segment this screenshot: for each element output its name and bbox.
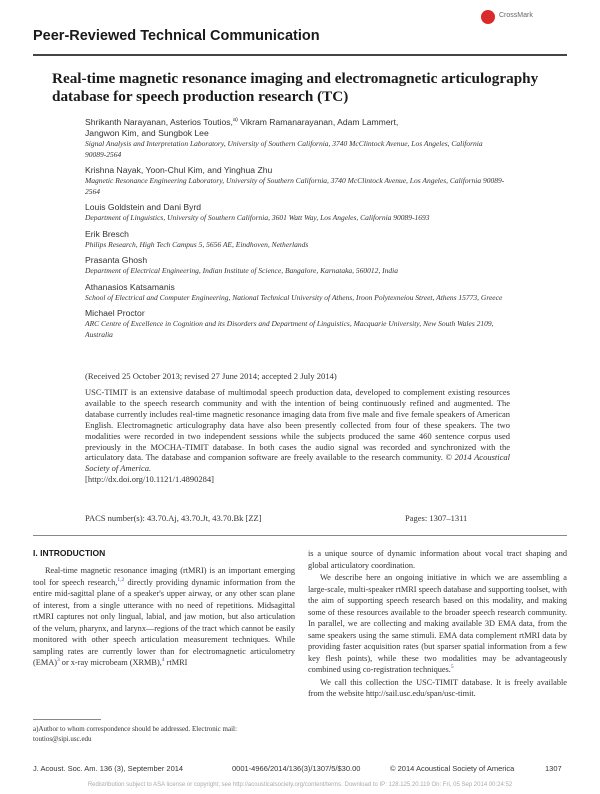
author-names: Krishna Nayak, Yoon-Chul Kim, and Yinghua Zhu xyxy=(85,165,273,175)
author-group xyxy=(85,202,505,224)
affiliation: Department of Linguistics, University of Southern California, 3601 Watt Way, Los Angeles, California 90089-1693 xyxy=(85,213,430,222)
author-names: Prasanta Ghosh xyxy=(85,255,148,265)
crossmark-logo[interactable] xyxy=(481,10,543,26)
author-names: Louis Goldstein and Dani Byrd xyxy=(85,202,202,212)
author-names: Erik Bresch xyxy=(85,228,129,239)
page-number: 1307 xyxy=(545,764,562,773)
footer-citation xyxy=(33,764,183,773)
paper-title: Real-time magnetic resonance imaging and electromagnetic articulography database for speech production research (TC) xyxy=(52,70,539,105)
footnote-rule xyxy=(33,719,101,720)
citation-link[interactable]: 5 xyxy=(450,664,454,671)
footer-copyright: © 2014 Acoustical Society of America xyxy=(390,764,515,773)
left-column xyxy=(33,548,295,670)
intro-paragraph: We describe here an ongoing initiative in which we are assembling a large-scale, multi-speaker rtMRI speech database and supporting toolset, with the aim of supporting speech research based on this modality, and making some of these resources available to the broader speech research community. In parallel, we are collecting and making available 3D EMA data, from the same speakers using the same stimuli. EMA data complement rtMRI data by providing faster acquisition rates (but sparser spatial information from a few key flesh points), while these two modalities may be advantageously combined using co-registration techniques.$^5$ xyxy=(308,573,567,674)
abstract xyxy=(85,387,510,485)
author-names: Shrikanth Narayanan, Asterios Toutios,$^{a)}$ Vikram Ramanarayanan, Adam Lammert, xyxy=(85,117,399,127)
crossmark-label: CrossMark xyxy=(499,12,533,19)
abstract-copyright: © 2014 Acoustical Society of America. xyxy=(85,452,510,474)
crossmark-icon xyxy=(481,10,495,24)
intro-paragraph: Real-time magnetic resonance imaging (rtMRI) is an important emerging tool for speech research,$^{1,2}$ directly providing dynamic information from the entire mid-sagittal plane of a speaker's upper airway, or any other scan plane of interest, from a single utterance with no need of repetitions. Midsagittal rtMRI captures not only lingual, labial, and jaw motion, but also articulation of the velum, pharynx, and larynx—regions of the tract which cannot be easily monitored with other speech articulation measurement techniques. While sampling rates are currently lower than for electromagnetic articulometry (EMA)$^3$ or x-ray microbeam (XRMB),$^4$ rtMRI xyxy=(33,566,295,667)
author-group xyxy=(85,229,505,251)
author-group xyxy=(85,255,505,277)
footer-issn: 0001-4966/2014/136(3)/1307/5/$30.00 xyxy=(232,764,361,773)
received-dates: (Received 25 October 2013; revised 27 June 2014; accepted 2 July 2014) xyxy=(85,371,337,381)
affiliation: Magnetic Resonance Engineering Laboratory, University of Southern California, 3740 McClintock Avenue, Los Angeles, California 90089-2564 xyxy=(85,176,505,196)
footnote: a)Author to whom correspondence should be addressed. Electronic mail: toutios@sipi.usc.edu xyxy=(33,725,237,743)
affiliation: School of Electrical and Computer Engineering, National Technical University of Athens, Iroon Polytexneiou Street, Athens 15773, Greece xyxy=(85,292,503,302)
section-heading: Peer-Reviewed Technical Communication xyxy=(33,28,320,44)
author-group xyxy=(85,308,505,340)
redistribution-notice: Redistribution subject to ASA license or copyright; see http://acousticalsociety.org/content/terms. Download to IP: 128.125.20.119 On: Fri, 05 Sep 2014 00:24:52 xyxy=(87,782,513,788)
author-group xyxy=(85,282,505,304)
page-range: Pages: 1307–1311 xyxy=(405,513,468,523)
citation-link[interactable]: 1,2 xyxy=(117,576,125,583)
journal-name: J. Acoust. Soc. Am. xyxy=(33,764,98,773)
author-block xyxy=(85,117,505,345)
intro-paragraph: We call this collection the USC-TIMIT database. It is freely available from the website http://sail.usc.edu/span/usc-timit. xyxy=(308,677,567,698)
right-column xyxy=(308,548,567,701)
doi-link[interactable]: [http://dx.doi.org/10.1121/1.4890284] xyxy=(85,474,214,485)
intro-paragraph: is a unique source of dynamic information about vocal tract shaping and global articulatory coordination. xyxy=(308,549,567,570)
author-names: Michael Proctor xyxy=(85,308,145,318)
header-rule xyxy=(33,54,567,56)
author-names: Athanasios Katsamanis xyxy=(85,281,175,292)
pacs-numbers: PACS number(s): 43.70.Aj, 43.70.Jt, 43.70.Bk [ZZ] xyxy=(85,513,262,523)
affiliation: Philips Research, High Tech Campus 5, 5656 AE, Eindhoven, Netherlands xyxy=(85,239,309,249)
citation-link[interactable]: 3 xyxy=(56,657,60,664)
author-group xyxy=(85,165,505,197)
affiliation: ARC Centre of Excellence in Cognition and its Disorders and Department of Linguistics, Macquarie University, New South Wales 2109, Australia xyxy=(85,319,494,339)
divider xyxy=(33,535,567,536)
affiliation: Department of Electrical Engineering, Indian Institute of Science, Bangalore, Karnataka, 560012, India xyxy=(85,266,399,275)
author-names: Jangwon Kim, and Sungbok Lee xyxy=(85,128,209,138)
corresponding-marker: a) xyxy=(232,117,238,124)
citation-link[interactable]: 4 xyxy=(161,657,165,664)
section-title: I. INTRODUCTION xyxy=(33,548,106,558)
affiliation: Signal Analysis and Interpretation Laboratory, University of Southern California, 3740 McClintock Avenue, Los Angeles, California 90089-2564 xyxy=(85,139,483,159)
journal-volume: 136 (3), September 2014 xyxy=(97,764,184,773)
author-group xyxy=(85,117,505,160)
abstract-text: USC-TIMIT is an extensive database of multimodal speech production data, developed to complement existing resources available to the speech research community and with the intention of being continuously refined and augmented. The database currently includes real-time magnetic resonance imaging data from five male and five female speakers of American English. Electromagnetic articulography data have also been presently collected from four of these speakers. The two modalities were recorded in two independent sessions while the subjects produced the same 460 sentence corpus used previously in the MOCHA-TIMIT database. In both cases the audio signal was recorded and synchronized with the articulatory data. The database and companion software are freely available to the research community. xyxy=(85,387,510,463)
